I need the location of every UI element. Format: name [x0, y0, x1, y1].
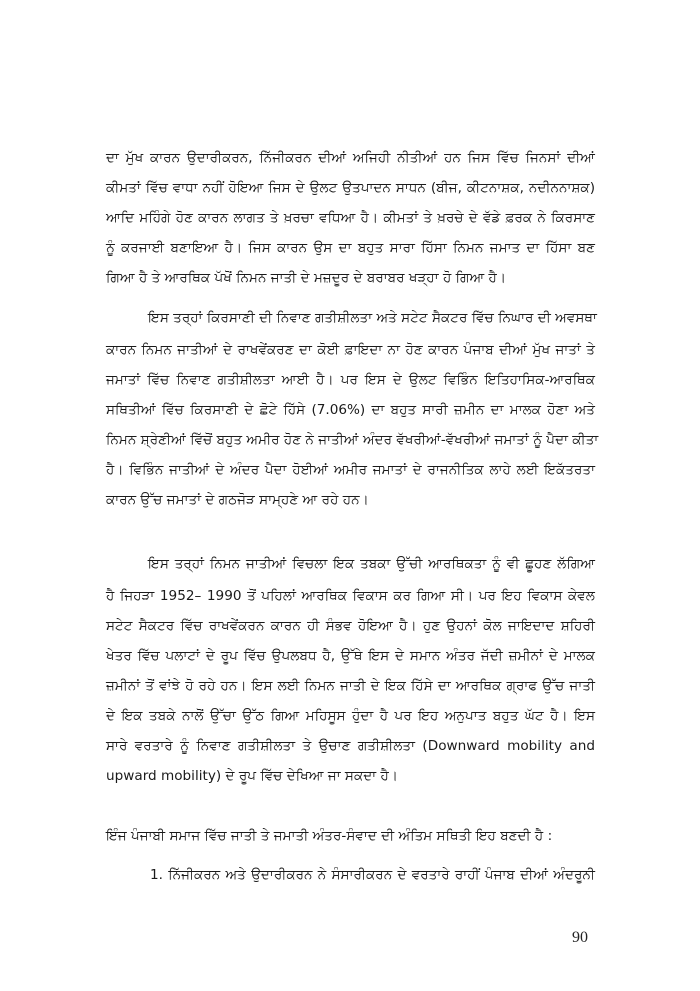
text-line: ਸਾਰੇ ਵਰਤਾਰੇ ਨੂੰ ਨਿਵਾਣ ਗਤੀਸ਼ੀਲਤਾ ਤੇ ਉਚਾਣ ਗਤੀਸ਼ੀਲਤਾ (Downward mobility and: [106, 738, 595, 754]
text-line: ਖੇਤਰ ਵਿੱਚ ਪਲਾਟਾਂ ਦੇ ਰੂਪ ਵਿੱਚ ਉਪਲਬਧ ਹੈ, ਉੱਥੇ ਇਸ ਦੇ ਸਮਾਨ ਅੰਤਰ ਜੱਦੀ ਜ਼ਮੀਨਾਂ ਦੇ ਮਾਲਕ: [106, 648, 595, 664]
page-number: 90: [572, 929, 588, 946]
list-item-1: 1. ਨਿੱਜੀਕਰਨ ਅਤੇ ਉਦਾਰੀਕਰਨ ਨੇ ਸੰਸਾਰੀਕਰਨ ਦੇ ਵਰਤਾਰੇ ਰਾਹੀਂ ਪੰਜਾਬ ਦੀਆਂ ਅੰਦਰੂਨੀ: [150, 867, 595, 883]
text-line: ਜਮਾਤਾਂ ਵਿੱਚ ਨਿਵਾਣ ਗਤੀਸ਼ੀਲਤਾ ਆਈ ਹੈ। ਪਰ ਇਸ ਦੇ ਉਲਟ ਵਿਭਿੰਨ ਇਤਿਹਾਸਿਕ-ਆਰਥਿਕ: [106, 372, 595, 388]
text-line: ਕਾਰਨ ਨਿਮਨ ਜਾਤੀਆਂ ਦੇ ਰਾਖਵੇਂਕਰਣ ਦਾ ਕੋਈ ਫ਼ਾਇਦਾ ਨਾ ਹੋਣ ਕਾਰਨ ਪੰਜਾਬ ਦੀਆਂ ਮੁੱਖ ਜਾਤਾਂ ਤੇ: [106, 342, 595, 358]
paragraph-first-line: ਇਸ ਤਰ੍ਹਾਂ ਨਿਮਨ ਜਾਤੀਆਂ ਵਿਚਲਾ ਇਕ ਤਬਕਾ ਉੱਚੀ ਆਰਥਿਕਤਾ ਨੂੰ ਵੀ ਛੂਹਣ ਲੱਗਿਆ: [148, 556, 595, 572]
text-line: ਜ਼ਮੀਨਾਂ ਤੋਂ ਵਾਂਝੇ ਹੋ ਰਹੇ ਹਨ। ਇਸ ਲਈ ਨਿਮਨ ਜਾਤੀ ਦੇ ਇਕ ਹਿੱਸੇ ਦਾ ਆਰਥਿਕ ਗ੍ਰਾਫ ਉੱਚ ਜਾਤੀ: [106, 678, 595, 694]
text-line: ਨੂੰ ਕਰਜਾਈ ਬਣਾਇਆ ਹੈ। ਜਿਸ ਕਾਰਨ ਉਸ ਦਾ ਬਹੁਤ ਸਾਰਾ ਹਿੱਸਾ ਨਿਮਨ ਜਮਾਤ ਦਾ ਹਿੱਸਾ ਬਣ: [106, 240, 595, 256]
text-line: ਨਿਮਨ ਸ਼੍ਰੇਣੀਆਂ ਵਿੱਚੋਂ ਬਹੁਤ ਅਮੀਰ ਹੋਣ ਨੇ ਜਾਤੀਆਂ ਅੰਦਰ ਵੱਖਰੀਆਂ-ਵੱਖਰੀਆਂ ਜਮਾਤਾਂ ਨੂੰ ਪੈਦਾ ਕੀਤਾ: [106, 432, 599, 448]
paragraph-first-line: ਇਸ ਤਰ੍ਹਾਂ ਕਿਰਸਾਣੀ ਦੀ ਨਿਵਾਣ ਗਤੀਸ਼ੀਲਤਾ ਅਤੇ ਸਟੇਟ ਸੈਕਟਰ ਵਿੱਚ ਨਿਘਾਰ ਦੀ ਅਵਸਥਾ: [148, 310, 597, 326]
text-line: ਸਥਿਤੀਆਂ ਵਿੱਚ ਕਿਰਸਾਣੀ ਦੇ ਛੋਟੇ ਹਿੱਸੇ (7.06%) ਦਾ ਬਹੁਤ ਸਾਰੀ ਜ਼ਮੀਨ ਦਾ ਮਾਲਕ ਹੋਣਾ ਅਤੇ: [106, 402, 595, 418]
text-line: ਕੀਮਤਾਂ ਵਿੱਚ ਵਾਧਾ ਨਹੀਂ ਹੋਇਆ ਜਿਸ ਦੇ ਉਲਟ ਉਤਪਾਦਨ ਸਾਧਨ (ਬੀਜ, ਕੀਟਨਾਸ਼ਕ, ਨਦੀਨਨਾਸ਼ਕ): [106, 180, 595, 196]
text-line: ਦੇ ਇਕ ਤਬਕੇ ਨਾਲੋਂ ਉੱਚਾ ਉੱਠ ਗਿਆ ਮਹਿਸੂਸ ਹੁੰਦਾ ਹੈ ਪਰ ਇਹ ਅਨੁਪਾਤ ਬਹੁਤ ਘੱਟ ਹੈ। ਇਸ: [106, 708, 595, 724]
text-line: upward mobility) ਦੇ ਰੂਪ ਵਿੱਚ ਦੇਖਿਆ ਜਾ ਸਕਦਾ ਹੈ।: [106, 768, 398, 784]
text-line: ਗਿਆ ਹੈ ਤੇ ਆਰਥਿਕ ਪੱਖੋਂ ਨਿਮਨ ਜਾਤੀ ਦੇ ਮਜ਼ਦੂਰ ਦੇ ਬਰਾਬਰ ਖੜ੍ਹਾ ਹੋ ਗਿਆ ਹੈ।: [106, 270, 507, 286]
text-line: ਕਾਰਨ ਉੱਚ ਜਮਾਤਾਂ ਦੇ ਗਠਜੋੜ ਸਾਮ੍ਹਣੇ ਆ ਰਹੇ ਹਨ।: [106, 492, 369, 508]
summary-intro-line: ਇੰਜ ਪੰਜਾਬੀ ਸਮਾਜ ਵਿੱਚ ਜਾਤੀ ਤੇ ਜਮਾਤੀ ਅੰਤਰ-ਸੰਵਾਦ ਦੀ ਅੰਤਿਮ ਸਥਿਤੀ ਇਹ ਬਣਦੀ ਹੈ :: [106, 828, 553, 844]
text-line: ਹੈ ਜਿਹੜਾ 1952– 1990 ਤੋਂ ਪਹਿਲਾਂ ਆਰਥਿਕ ਵਿਕਾਸ ਕਰ ਗਿਆ ਸੀ। ਪਰ ਇਹ ਵਿਕਾਸ ਕੇਵਲ: [106, 588, 595, 604]
text-line: ਹੈ। ਵਿਭਿੰਨ ਜਾਤੀਆਂ ਦੇ ਅੰਦਰ ਪੈਦਾ ਹੋਈਆਂ ਅਮੀਰ ਜਮਾਤਾਂ ਦੇ ਰਾਜਨੀਤਿਕ ਲਾਹੇ ਲਈ ਇਕੱਤਰਤਾ: [106, 462, 595, 478]
text-line: ਸਟੇਟ ਸੈਕਟਰ ਵਿੱਚ ਰਾਖਵੇਂਕਰਨ ਕਾਰਨ ਹੀ ਸੰਭਵ ਹੋਇਆ ਹੈ। ਹੁਣ ਉਹਨਾਂ ਕੋਲ ਜਾਇਦਾਦ ਸ਼ਹਿਰੀ: [106, 618, 595, 634]
text-line: ਦਾ ਮੁੱਖ ਕਾਰਨ ਉਦਾਰੀਕਰਨ, ਨਿੱਜੀਕਰਨ ਦੀਆਂ ਅਜਿਹੀ ਨੀਤੀਆਂ ਹਨ ਜਿਸ ਵਿੱਚ ਜਿਨਸਾਂ ਦੀਆਂ: [106, 150, 595, 166]
text-line: ਆਦਿ ਮਹਿੰਗੇ ਹੋਣ ਕਾਰਨ ਲਾਗਤ ਤੇ ਖ਼ਰਚਾ ਵਧਿਆ ਹੈ। ਕੀਮਤਾਂ ਤੇ ਖ਼ਰਚੇ ਦੇ ਵੱਡੇ ਫ਼ਰਕ ਨੇ ਕਿਰਸਾਣ: [106, 210, 595, 226]
